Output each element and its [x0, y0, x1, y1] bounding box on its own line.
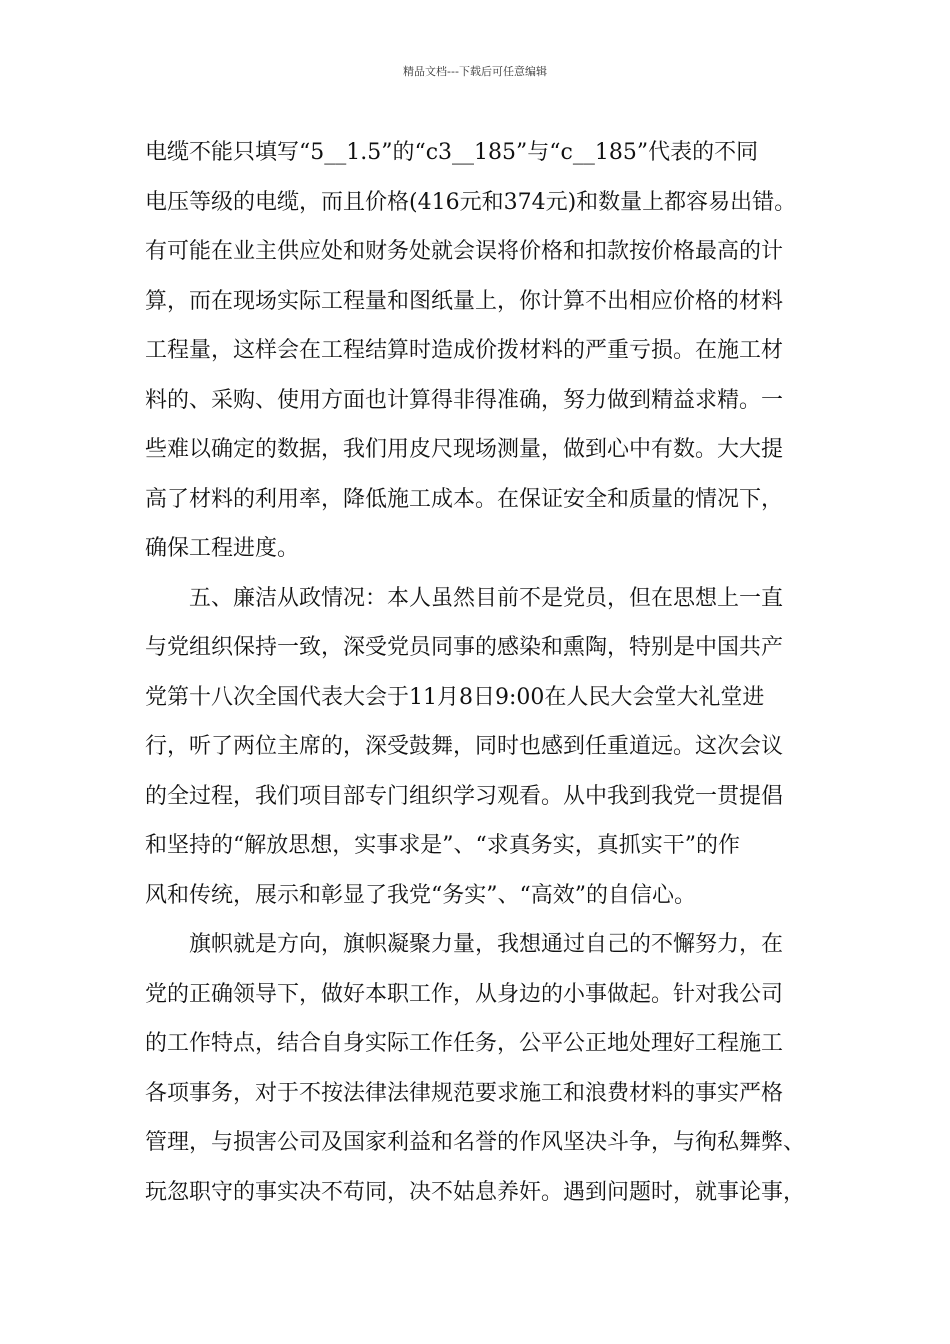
text-line: 的全过程，我们项目部专门组织学习观看。从中我到我党一贯提倡 [145, 783, 784, 809]
text-line: 高了材料的利用率，降低施工成本。在保证安全和质量的情况下， [145, 486, 784, 512]
text-line: 算，而在现场实际工程量和图纸量上，你计算不出相应价格的材料 [145, 288, 784, 314]
text-line: 各项事务，对于不按法律法律规范要求施工和浪费材料的事实严格 [145, 1080, 784, 1106]
text-line: 工程量，这样会在工程结算时造成价拨材料的严重亏损。在施工材 [145, 338, 784, 363]
text-line: 和坚持的“解放思想，实事求是”、“求真务实，真抓实干”的作 [145, 833, 740, 858]
paragraph-start-line: 旗帜就是方向，旗帜凝聚力量，我想通过自己的不懈努力，在 [145, 932, 784, 957]
text-line: 风和传统，展示和彰显了我党“务实”、“高效”的自信心。 [145, 882, 696, 908]
text-line: 的工作特点，结合自身实际工作任务，公平公正地处理好工程施工 [145, 1031, 784, 1056]
text-line: 些难以确定的数据，我们用皮尺现场测量，做到心中有数。大大提 [145, 437, 784, 462]
text-line: 与党组织保持一致，深受党员同事的感染和熏陶，特别是中国共产 [145, 635, 784, 660]
paragraph-start-line: 五、廉洁从政情况：本人虽然目前不是党员，但在思想上一直 [145, 585, 784, 611]
text-line: 料的、采购、使用方面也计算得非得准确，努力做到精益求精。一 [145, 387, 784, 413]
text-line: 有可能在业主供应处和财务处就会误将价格和扣款按价格最高的计 [145, 239, 784, 264]
text-line: 确保工程进度。 [145, 536, 300, 561]
text-line: 电缆不能只填写“5__1.5”的“c3__185”与“c__185”代表的不同 [145, 140, 759, 165]
page-header: 精品文档---下载后可任意编辑 [403, 65, 547, 78]
document-body [145, 128, 817, 1217]
text-line: 管理，与损害公司及国家利益和名誉的作风坚决斗争，与徇私舞弊、 [145, 1130, 806, 1155]
text-line: 电压等级的电缆，而且价格(416元和374元)和数量上都容易出错。 [145, 189, 797, 215]
text-line: 党第十八次全国代表大会于11月8日9:00在人民大会堂大礼堂进 [145, 684, 765, 710]
text-line: 党的正确领导下，做好本职工作，从身边的小事做起。针对我公司 [145, 981, 784, 1007]
text-line: 玩忽职守的事实决不苟同，决不姑息养奸。遇到问题时，就事论事， [145, 1179, 806, 1205]
text-line: 行，听了两位主席的，深受鼓舞，同时也感到任重道远。这次会议 [145, 734, 784, 759]
